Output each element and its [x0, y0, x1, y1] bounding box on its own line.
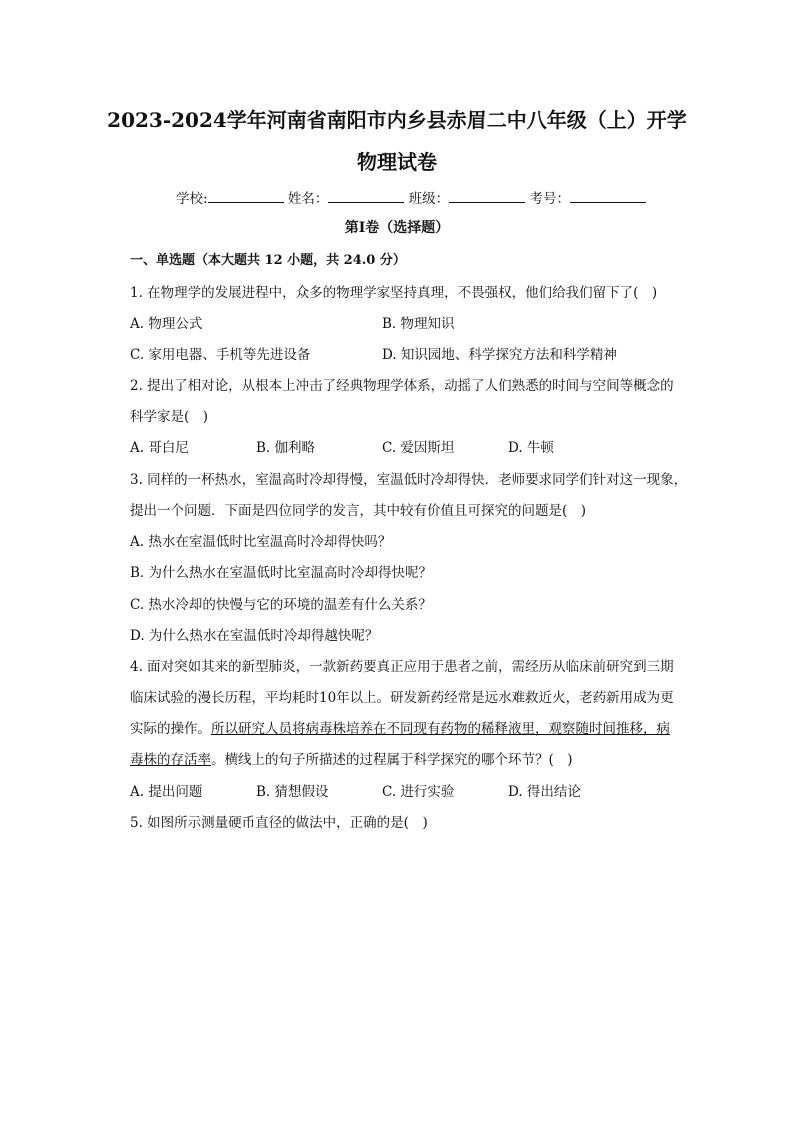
- class-label: 班级：: [408, 191, 450, 207]
- q4-line3-prefix: 实际的操作。: [130, 721, 211, 737]
- exam-title-line1: 2023-2024学年河南省南阳市内乡县赤眉二中八年级（上）开学: [107, 108, 687, 132]
- q3-option-a[interactable]: A. 热水在室温低时比室温高时冷却得快吗？: [130, 534, 392, 550]
- q3-option-b[interactable]: B. 为什么热水在室温低时比室温高时冷却得快呢？: [130, 565, 433, 581]
- question-4-text-line3: [130, 717, 670, 737]
- q4-underlined-sentence-part2: 毒株的存活率: [130, 752, 211, 768]
- question-2-text-line2: 科学家是( ): [130, 409, 209, 425]
- section-heading: 一、单选题（本大题共 12 小题，共 24.0 分）: [130, 253, 406, 268]
- student-info-row: [176, 187, 646, 207]
- volume-heading: 第Ⅰ卷（选择题）: [344, 220, 450, 236]
- question-3-text-line2: 提出一个问题．下面是四位同学的发言，其中较有价值且可探究的问题是( ): [130, 503, 587, 519]
- q4-option-c[interactable]: C. 进行实验: [382, 784, 455, 800]
- school-label: 学校:: [176, 191, 208, 207]
- class-blank[interactable]: [449, 188, 525, 203]
- question-4-text-line2: 临床试验的漫长历程，平均耗时10年以上。研发新药经常是远水难救近火，老药新用成为更: [130, 690, 674, 706]
- question-3-text-line1: 3. 同样的一杯热水，室温高时冷却得慢，室温低时冷却得快．老师要求同学们针对这一现象，: [130, 472, 688, 488]
- question-4-text-line4: [130, 748, 573, 768]
- q4-option-b[interactable]: B. 猜想假设: [256, 784, 329, 800]
- question-4-text-line1: 4. 面对突如其来的新型肺炎，一款新药要真正应用于患者之前，需经历从临床前研究到三期: [130, 659, 674, 675]
- q1-option-b[interactable]: B. 物理知识: [382, 316, 455, 332]
- q1-option-a[interactable]: A. 物理公式: [130, 316, 203, 332]
- name-blank[interactable]: [328, 188, 404, 203]
- exam-title-line2: 物理试卷: [357, 150, 437, 174]
- q4-option-a[interactable]: A. 提出问题: [130, 784, 203, 800]
- q2-option-d[interactable]: D. 牛顿: [508, 440, 554, 456]
- q1-option-d[interactable]: D. 知识园地、科学探究方法和科学精神: [382, 347, 617, 363]
- q3-option-c[interactable]: C. 热水冷却的快慢与它的环境的温差有什么关系？: [130, 597, 432, 613]
- exam-no-label: 考号：: [529, 191, 570, 207]
- q2-option-a[interactable]: A. 哥白尼: [130, 440, 189, 456]
- question-5-text: 5. 如图所示测量硬币直径的做法中，正确的是( ): [130, 815, 428, 831]
- exam-no-blank[interactable]: [570, 188, 646, 203]
- q1-option-c[interactable]: C. 家用电器、手机等先进设备: [130, 347, 311, 363]
- question-1-text: 1. 在物理学的发展进程中，众多的物理学家坚持真理，不畏强权，他们给我们留下了( ): [130, 285, 658, 301]
- q4-underlined-sentence-part1: 所以研究人员将病毒株培养在不同现有药物的稀释液里，观察随时间推移，病: [211, 721, 670, 737]
- q4-option-d[interactable]: D. 得出结论: [508, 784, 581, 800]
- q2-option-c[interactable]: C. 爱因斯坦: [382, 440, 455, 456]
- school-blank[interactable]: [208, 188, 284, 203]
- name-label: 姓名：: [287, 191, 329, 207]
- q4-line4-suffix: 。横线上的句子所描述的过程属于科学探究的哪个环节？( ): [211, 752, 573, 768]
- q3-option-d[interactable]: D. 为什么热水在室温低时冷却得越快呢？: [130, 628, 379, 644]
- q2-option-b[interactable]: B. 伽利略: [256, 440, 316, 456]
- question-2-text-line1: 2. 提出了相对论，从根本上冲击了经典物理学体系，动摇了人们熟悉的时间与空间等概念的: [130, 378, 674, 394]
